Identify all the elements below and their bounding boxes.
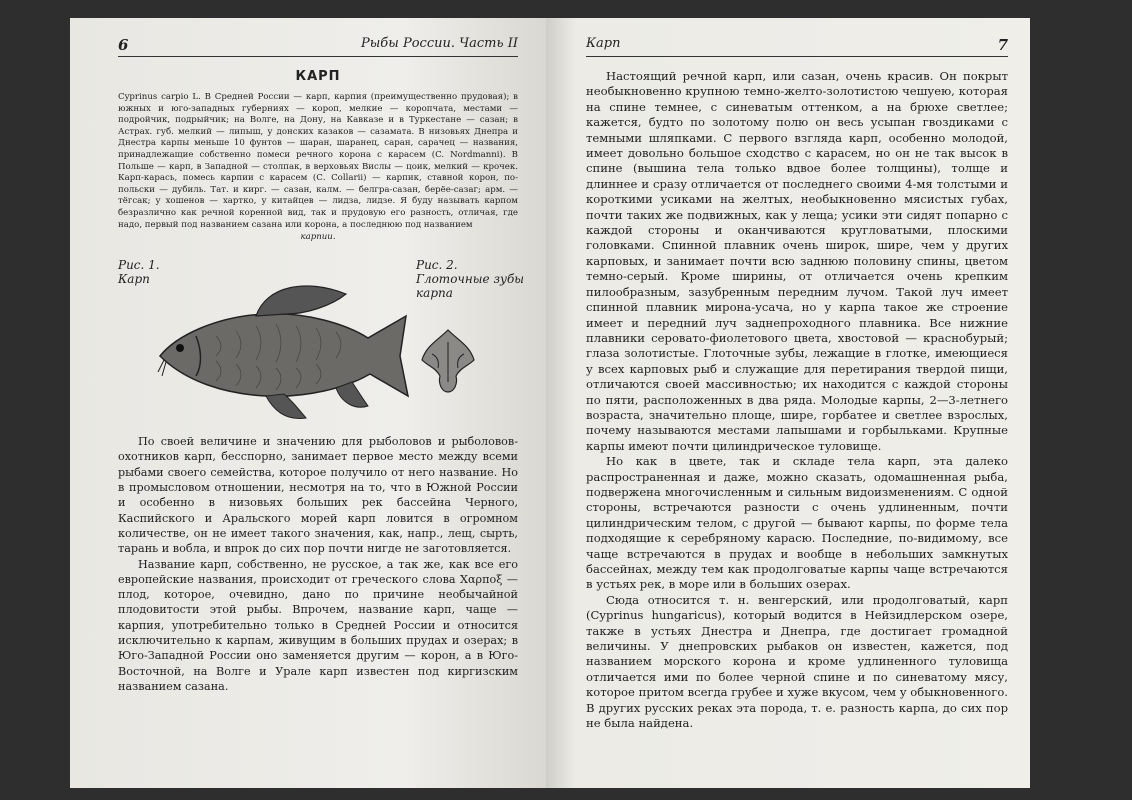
figure1-number: Рис. 1. <box>118 258 160 273</box>
running-head <box>118 36 518 57</box>
running-head-title: Карп <box>586 36 621 51</box>
figure2-title: Глоточные зубы карпа <box>416 272 525 301</box>
page-number: 7 <box>997 36 1008 54</box>
article-title: КАРП <box>295 69 341 84</box>
right-page <box>546 18 1030 788</box>
intro-paragraph: Cyprinus carpio L. В Средней России — карп, карпия (преимущественно прудовая); в южных и юго-западных губерниях — короп, мелкие — коропчата, местами — подройчик, подрыйчик; на Волге, на Дону, на Кавказе и в Туркестане — сазан; в Астрах. губ. мелкий — липыш, у донских казаков — сазамата. В низовьях Днепра и Днестра карпы меньше 10 фунтов — шаран, шаранец, саран, сарачец — названия, принадлежащие собственно помеси речного корона с карасем (C. Nordmanni). В Польше — карп, в Западной — столпак, в верховьях Вислы — цоик, мелкий — крочек. Карп-карась, помесь карпии с карасем (С. Collarii) — карпик, ставной корон, по-польски — дубиль. Тат. и кирг. — сазан, калм. — белгра-сазан, берёе-сазаг; арм. — тёгсак; у хошенов — хартко, у китайцев — лидза, лидзе. Я буду называть карпом безразлично как речной коренной вид, так и прудовую его разность, отличая, где надо, первый под названием сазана или корона, а последнюю под названием <box>118 92 518 230</box>
left-paragraph-2: Название карп, собственно, не русское, а так же, как все его европейские названия, происходит от греческого слова Χαρποξ — плод, которое, очевидно, дано по причине необычайной плодовитости этой рыбы. Впрочем, название карп, чаще — карпия, употребительно только в Средней России и относится исключительно к карпам, живущим в больших прудах и озерах; в Юго-Западной России оно заменяется другим — корон, а в Юго-Восточной, на Волге и Урале карп известен под киргизским названием сазана. <box>118 557 518 693</box>
right-paragraph-1: Настоящий речной карп, или сазан, очень красив. Он покрыт необыкновенно крупною темно-желто-золотистою чешуею, которая на спине темнее, с синеватым оттенком, а на брюхе светлее; кажется, будто по золотому полю он весь усыпан гвоздиками с темными шляпками. С первого взгляда карп, особенно молодой, имеет довольно большое сходство с карасем, но он не так высок в спине (вышина тела только вдвое более толщины), толще и длиннее и сразу отличается от последнего своими 4-мя толстыми и короткими усиками на желтых, необыкновенно мясистых губах, почти таких же подвижных, как у леща; усики эти сидят попарно с каждой стороны и оканчиваются кругловатыми, плоскими головками. Спинной плавник очень широк, шире, чем у других карповых, и занимает почти всю заднюю половину спины, цветом темно-серый. Кроме ширины, от отличается очень крепким пилообразным, зазубренным передним лучом. Такой луч имеет спинной плавник мирона-усача, но у карпа такое же строение имеет и передний луч заднепроходного плавника. Все нижние плавники серовато-фиолетового цвета, хвостовой — краснобурый; глаза золотистые. Глоточные зубы, лежащие в глотке, имеющиеся у всех карповых рыб и служащие для перетирания твердой пищи, отличаются своей массивностью; их находится с каждой стороны по пяти, расположенных в два ряда. Молодые карпы, 2—3-летнего возраста, значительно площе, шире, горбатее и светлее взрослых, почему называются местами лапышами и горбыльками. Крупные карпы имеют почти цилиндрическое туловище. <box>586 69 1008 453</box>
figure1-title: Карп <box>118 272 150 287</box>
figure2-caption <box>416 258 526 300</box>
figure2-number: Рис. 2. <box>416 258 458 273</box>
pharyngeal-teeth-illustration <box>418 326 478 396</box>
running-head <box>586 36 1008 57</box>
left-paragraph-1: По своей величине и значению для рыболовов и рыболовов-охотников карп, бесспорно, занимает первое место между всеми рыбами своего семейства, которое получило от него название. Но в промысловом отношении, несмотря на то, что в Южной России и особенно в низовьях больших рек бассейна Черного, Каспийского и Аральского морей карп ловится в огромном количестве, он не имеет такого значения, как, напр., лещ, сырть, тарань и вобла, и впрок до сих пор почти нигде не заготовляется. <box>118 435 518 556</box>
right-paragraph-2: Но как в цвете, так и складе тела карп, эта далеко распространенная и даже, можно сказать, одомашненная рыба, подвержена многочисленным и сильным видоизменениям. С одной стороны, встречаются разности с очень удлиненным, почти цилиндрическим телом, с другой — бывают карпы, по форме тела подходящие к серебряному карасю. Последние, по-видимому, все чаще встречаются в прудах и вообще в небольших замкнутых бассейнах, между тем как продолговатые карпы чаще встречаются в устьях рек, в море или в больших озерах. <box>586 454 1008 592</box>
intro-last-word: карпии. <box>300 232 336 243</box>
left-page <box>70 18 546 788</box>
right-paragraph-3: Сюда относится т. н. венгерский, или продолговатый, карп (Cyprinus hungaricus), который водится в Нейзидлерском озере, также в устьях Днестра и Днепра, где достигает громадной величины. У днепровских рыбаков он известен, кажется, под названием морского корона и кроме удлиненного туловища отличается ими по более черной спине и по синеватому мясу, которое притом всегда грубее и хуже вкусом, чем у обыкновенного. В других русских реках эта порода, т. е. разность карпа, до сих пор не была найдена. <box>586 592 1008 731</box>
carp-illustration <box>156 276 416 426</box>
running-head-title: Рыбы России. Часть II <box>360 36 518 51</box>
page-number: 6 <box>118 36 129 54</box>
figures <box>118 254 525 434</box>
